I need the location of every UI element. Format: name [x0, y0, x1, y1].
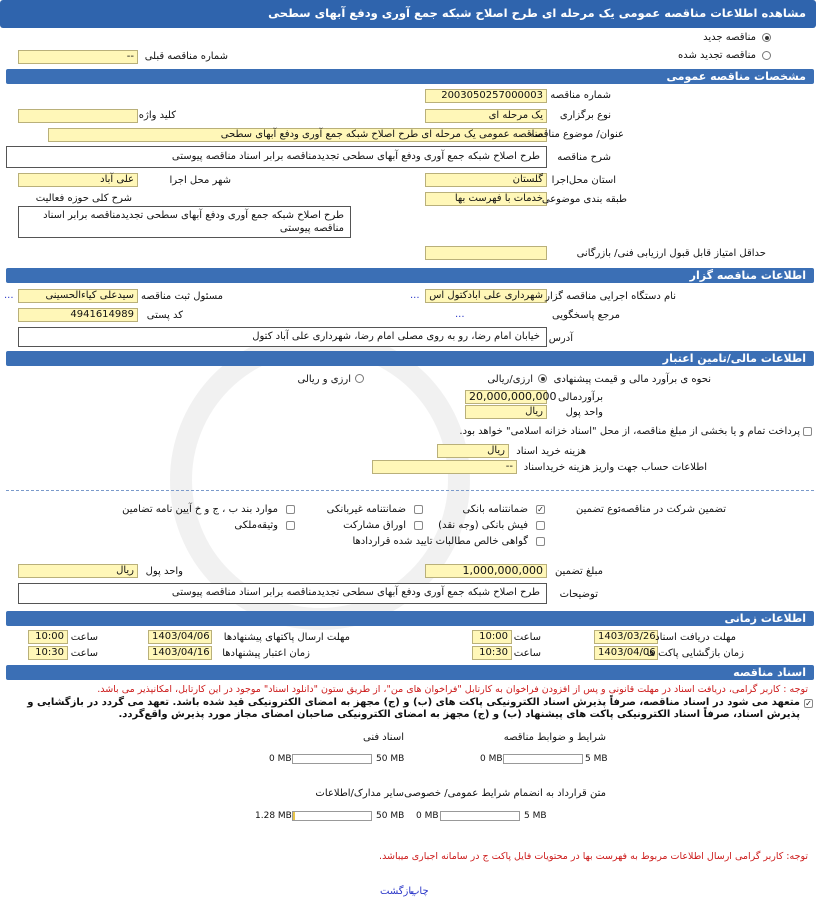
- contract-used: 0 MB: [416, 811, 439, 821]
- validity-label: زمان اعتبار پیشنهادها: [222, 648, 310, 659]
- finance-section-header: اطلاعات مالی/تامین اعتبار: [6, 351, 814, 366]
- participation-guarantee-label: تضمین شرکت در مناقصه:: [617, 504, 726, 515]
- guarantee-amount-label: مبلغ تضمین: [554, 566, 603, 577]
- submit-label: مهلت ارسال پاکتهای پیشنهادها: [223, 632, 350, 643]
- clause-items-label: موارد بند ب ، ج و خ آیین نامه تضامین: [122, 504, 278, 515]
- new-tender-label: مناقصه جدید: [703, 32, 756, 43]
- securities-checkbox[interactable]: [414, 521, 423, 530]
- contract-max: 5 MB: [524, 811, 547, 821]
- address-box: خیابان امام رضا، رو به روی مصلی امام رضا، شهرداری علی آباد کتول: [18, 327, 547, 347]
- other-progress-bar: [292, 811, 372, 821]
- finance-divider: [6, 490, 814, 491]
- conditions-used: 0 MB: [480, 754, 503, 764]
- open-label: زمان بازگشایی پاکت ها: [646, 648, 744, 659]
- technical-docs-label: اسناد فنی: [363, 732, 404, 743]
- price-list-note: توجه: کاربر گرامی ارسال اطلاعات مربوط به فهرست بها در محتویات فایل پاکت ج در سامانه اجباری میباشد.: [379, 851, 808, 862]
- other-max: 50 MB: [376, 811, 405, 821]
- postal-code-field: 4941614989: [18, 308, 138, 322]
- submit-date-field: 1403/04/06: [148, 630, 212, 644]
- property-checkbox[interactable]: [286, 521, 295, 530]
- estimate-type-label: نحوه ی برآورد مالی و قیمت پیشنهادی: [553, 374, 711, 385]
- securities-label: اوراق مشارکت: [343, 520, 406, 531]
- keyword-label: کلید واژه: [138, 110, 176, 121]
- open-time-field: 10:30: [472, 646, 512, 660]
- page-title: مشاهده اطلاعات مناقصه عمومی یک مرحله ای طرح اصلاح شبکه جمع آوری ودفع آبهای سطحی: [0, 0, 816, 28]
- activity-box: طرح اصلاح شبکه جمع آوری ودفع آبهای سطحی تجدیدمناقصه برابر اسناد مناقصه پیوستی: [18, 206, 351, 238]
- tender-number-field: 2003050257000003: [425, 89, 547, 103]
- city-label: شهر محل اجرا: [169, 175, 231, 186]
- contract-label: متن قرارداد به انضمام شرایط عمومی/ خصوصی: [404, 788, 606, 799]
- organization-field: شهرداری علی ابادکتول اس: [425, 289, 547, 303]
- rial-radio[interactable]: [538, 374, 547, 383]
- open-time-label: ساعت: [513, 648, 541, 659]
- conditions-label: شرایط و ضوابط مناقصه: [503, 732, 606, 743]
- account-field: --: [372, 460, 517, 474]
- renewed-tender-radio[interactable]: [762, 51, 771, 60]
- reference-more-link[interactable]: ...: [455, 309, 465, 320]
- min-score-field: [425, 246, 547, 260]
- organization-label: نام دستگاه اجرایی مناقصه گزار: [545, 291, 676, 302]
- technical-used: 0 MB: [269, 754, 292, 764]
- new-tender-radio[interactable]: [762, 33, 771, 42]
- clause-items-checkbox[interactable]: [286, 505, 295, 514]
- min-score-label: حداقل امتیاز قابل قبول ارزیابی فنی/ بازرگانی: [576, 248, 766, 259]
- currency-label: واحد پول: [565, 407, 603, 418]
- officer-field: سیدعلی کیاءالحسینی: [18, 289, 138, 303]
- documents-note: توجه : کاربر گرامی، دریافت اسناد در مهلت قانونی و پس از افزودن فراخوان به کارتابل "فراخوان های من"، از طریق ستون "دانلود اسناد" موجود در این کارتابل، امکانپذیر می باشد.: [97, 684, 808, 695]
- province-label: استان محل‌اجرا: [551, 175, 616, 186]
- guarantee-currency-field: ریال: [18, 564, 138, 578]
- doc-receive-date-field: 1403/03/26: [594, 630, 658, 644]
- submit-time-field: 10:00: [28, 630, 68, 644]
- technical-max: 50 MB: [376, 754, 405, 764]
- submit-time-label: ساعت: [70, 632, 98, 643]
- description-box: طرح اصلاح شبکه جمع آوری ودفع آبهای سطحی تجدیدمناقصه برابر اسناد مناقصه پیوستی: [6, 146, 547, 168]
- organization-more-link[interactable]: ...: [410, 290, 420, 301]
- non-bank-guarantee-checkbox[interactable]: [414, 505, 423, 514]
- keyword-field: [18, 109, 138, 123]
- estimate-field: 20,000,000,000: [465, 390, 547, 404]
- address-label: آدرس: [548, 333, 573, 344]
- prev-tender-number-label: شماره مناقصه قبلی: [144, 51, 228, 62]
- technical-progress-bar: [292, 754, 372, 764]
- postal-code-label: کد پستی: [146, 310, 183, 321]
- prev-tender-number-field: --: [18, 50, 138, 64]
- doc-receive-time-label: ساعت: [513, 632, 541, 643]
- other-progress-fill: [293, 812, 295, 820]
- fx-and-rial-option-label: ارزی و ریالی: [297, 374, 351, 385]
- commitment-checkbox[interactable]: ✓: [805, 699, 812, 708]
- organizer-section-header: اطلاعات مناقصه گزار: [6, 268, 814, 283]
- back-link[interactable]: بازگشت: [380, 886, 415, 897]
- validity-time-label: ساعت: [70, 648, 98, 659]
- tender-number-label: شماره مناقصه: [550, 90, 611, 101]
- doc-fee-field: ریال: [437, 444, 509, 458]
- account-label: اطلاعات حساب جهت واریز هزینه خریداسناد: [523, 462, 707, 473]
- print-link[interactable]: چاپ: [410, 886, 429, 897]
- contract-progress-bar: [440, 811, 520, 821]
- guarantee-currency-label: واحد پول: [145, 566, 183, 577]
- property-label: وثیقه‌ملکی: [234, 520, 278, 531]
- timing-section-header: اطلاعات زمانی: [6, 611, 814, 626]
- currency-field: ریال: [465, 405, 547, 419]
- officer-label: مسئول ثبت مناقصه: [141, 291, 223, 302]
- estimate-label: برآوردمالی: [558, 392, 603, 403]
- documents-section-header: اسناد مناقصه: [6, 665, 814, 680]
- treasury-checkbox[interactable]: [803, 427, 812, 436]
- subject-field: مناقصه عمومی یک مرحله ای طرح اصلاح شبکه جمع آوری ودفع آبهای سطحی: [48, 128, 547, 142]
- validity-time-field: 10:30: [28, 646, 68, 660]
- bank-receipt-checkbox[interactable]: [536, 521, 545, 530]
- commitment-text: متعهد می شود در اسناد مناقصه، صرفاً پذیرش اسناد الکترونیکی پاکت های (ب) و (ج) مجهز به امضای الکترونیکی قید شده باشد. تعهد می گردد در بازگشایی و پذیرش اسناد، صرفاً اسناد الکترونیکی پاکت های پیشنهاد (ب) و (ج) مجهز به امضای الکترونیکی صاحبان امضای مجاز مورد پذیرش واقع‌گردد.: [27, 697, 800, 720]
- open-date-field: 1403/04/06: [594, 646, 658, 660]
- doc-receive-time-field: 10:00: [472, 630, 512, 644]
- category-field: خدمات با فهرست بها: [425, 192, 547, 206]
- receivables-label: گواهی خالص مطالبات تایید شده قراردادها: [352, 536, 528, 547]
- category-label: طبقه بندی موضوعی: [541, 194, 627, 205]
- bank-receipt-label: فیش بانکی (وجه نقد): [438, 520, 528, 531]
- guarantee-type-label: نوع تضمین: [576, 504, 621, 515]
- city-field: علی آباد: [18, 173, 138, 187]
- doc-receive-label: مهلت دریافت اسناد: [655, 632, 736, 643]
- guarantee-description-label: توضیحات: [559, 589, 598, 600]
- receivables-checkbox[interactable]: [536, 537, 545, 546]
- subject-label: عنوان/ موضوع مناقصه: [529, 129, 624, 140]
- doc-fee-label: هزینه خرید اسناد: [516, 446, 586, 457]
- treasury-text: پرداخت تمام و یا بخشی از مبلغ مناقصه، از محل "اسناد خزانه اسلامی" خواهد بود.: [459, 426, 800, 437]
- conditions-max: 5 MB: [585, 754, 608, 764]
- officer-more-link[interactable]: ...: [4, 290, 14, 301]
- guarantee-description-box: طرح اصلاح شبکه جمع آوری ودفع آبهای سطحی تجدیدمناقصه برابر اسناد مناقصه پیوستی: [18, 583, 547, 604]
- other-used: 1.28 MB: [255, 811, 292, 821]
- description-label: شرح مناقصه: [557, 152, 611, 163]
- general-section-header: مشخصات مناقصه عمومی: [6, 69, 814, 84]
- bank-guarantee-label: ضمانتنامه بانکی: [462, 504, 528, 515]
- reference-label: مرجع پاسخگویی: [551, 310, 620, 321]
- holding-type-field: یک مرحله ای: [425, 109, 547, 123]
- bank-guarantee-checkbox[interactable]: ✓: [537, 505, 544, 514]
- renewed-tender-label: مناقصه تجدید شده: [678, 50, 756, 61]
- conditions-progress-bar: [503, 754, 583, 764]
- rial-option-label: ارزی/ریالی: [487, 374, 533, 385]
- other-docs-label: سایر مدارک/اطلاعات: [315, 788, 404, 799]
- holding-type-label: نوع برگزاری: [559, 110, 611, 121]
- non-bank-guarantee-label: ضمانتنامه غیربانکی: [326, 504, 406, 515]
- province-field: گلستان: [425, 173, 547, 187]
- fx-and-rial-radio[interactable]: [355, 374, 364, 383]
- guarantee-amount-field: 1,000,000,000: [425, 564, 547, 578]
- activity-label: شرح کلی حوزه فعالیت: [35, 193, 132, 204]
- validity-date-field: 1403/04/16: [148, 646, 212, 660]
